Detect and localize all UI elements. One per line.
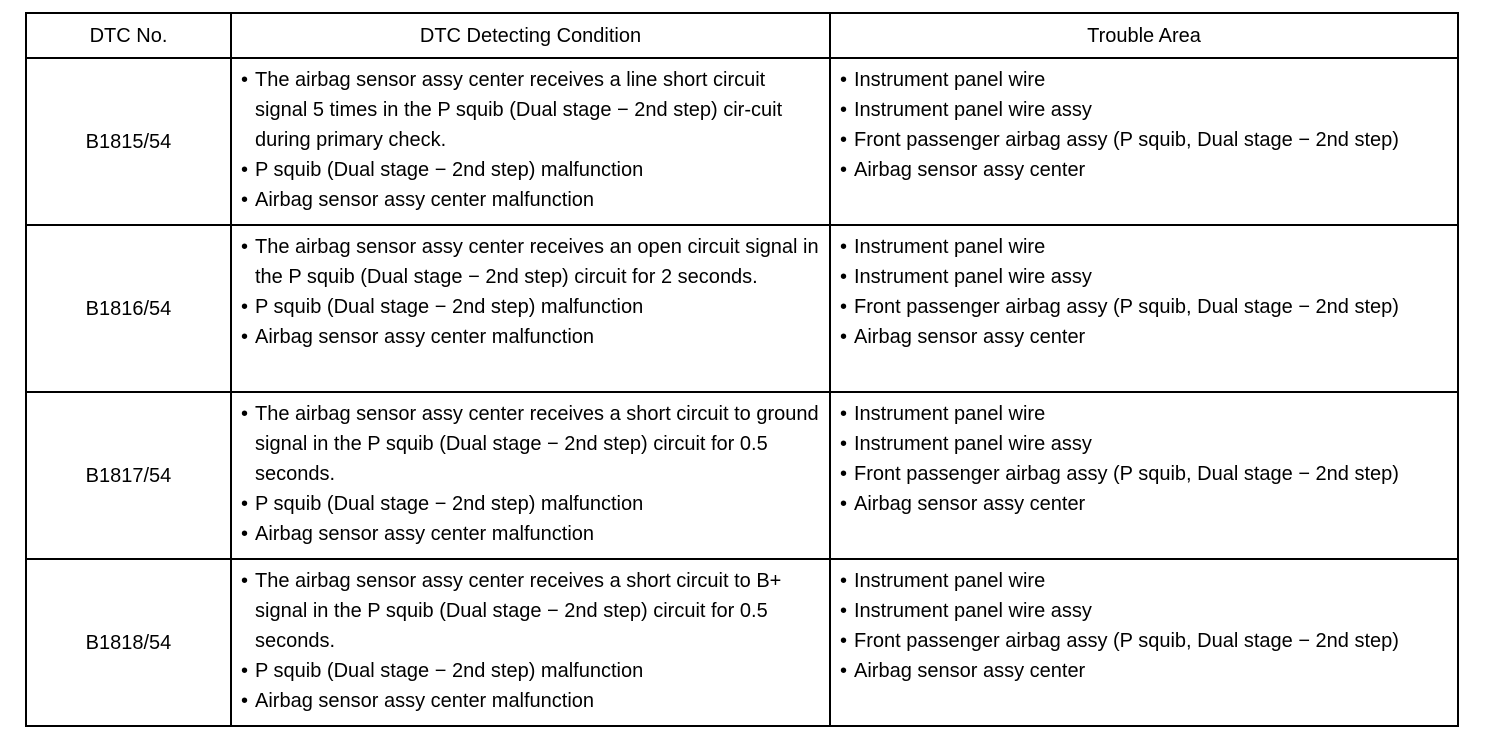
detecting-condition-cell — [231, 559, 830, 726]
condition-list — [241, 566, 823, 716]
condition-list — [241, 232, 823, 352]
dtc-code: B1818/54 — [26, 559, 231, 726]
condition-item: • P squib (Dual stage − 2nd step) malfunction — [241, 489, 823, 519]
area-item: • Airbag sensor assy center — [840, 489, 1451, 519]
area-item: • Front passenger airbag assy (P squib, Dual stage − 2nd step) — [840, 626, 1451, 656]
area-item: • Instrument panel wire — [840, 399, 1451, 429]
area-item: • Front passenger airbag assy (P squib, Dual stage − 2nd step) — [840, 125, 1451, 155]
area-item: • Instrument panel wire — [840, 232, 1451, 262]
header-row — [26, 13, 1458, 58]
area-list — [840, 566, 1451, 686]
table-row — [26, 58, 1458, 225]
table-body — [26, 58, 1458, 726]
table-row — [26, 559, 1458, 726]
condition-list — [241, 65, 823, 215]
area-list — [840, 232, 1451, 352]
condition-item: • P squib (Dual stage − 2nd step) malfunction — [241, 292, 823, 322]
condition-item: • Airbag sensor assy center malfunction — [241, 519, 823, 549]
area-item: • Instrument panel wire assy — [840, 429, 1451, 459]
area-item: • Instrument panel wire — [840, 566, 1451, 596]
condition-item: • The airbag sensor assy center receives an open circuit signal in the P squib (Dual stage − 2nd step) circuit for 2 seconds. — [241, 232, 823, 292]
area-item: • Instrument panel wire — [840, 65, 1451, 95]
header-detecting-condition: DTC Detecting Condition — [231, 13, 830, 58]
condition-item: • Airbag sensor assy center malfunction — [241, 686, 823, 716]
dtc-code: B1815/54 — [26, 58, 231, 225]
area-item: • Front passenger airbag assy (P squib, Dual stage − 2nd step) — [840, 292, 1451, 322]
dtc-code: B1817/54 — [26, 392, 231, 559]
table-row — [26, 225, 1458, 392]
area-item: • Instrument panel wire assy — [840, 95, 1451, 125]
detecting-condition-cell — [231, 58, 830, 225]
area-item: • Front passenger airbag assy (P squib, Dual stage − 2nd step) — [840, 459, 1451, 489]
condition-item: • Airbag sensor assy center malfunction — [241, 185, 823, 215]
table-row — [26, 392, 1458, 559]
area-item: • Airbag sensor assy center — [840, 155, 1451, 185]
condition-item: • Airbag sensor assy center malfunction — [241, 322, 823, 352]
trouble-area-cell — [830, 225, 1458, 392]
header-dtc-no: DTC No. — [26, 13, 231, 58]
condition-item: • P squib (Dual stage − 2nd step) malfunction — [241, 155, 823, 185]
trouble-area-cell — [830, 58, 1458, 225]
header-trouble-area: Trouble Area — [830, 13, 1458, 58]
condition-item: • P squib (Dual stage − 2nd step) malfunction — [241, 656, 823, 686]
dtc-code: B1816/54 — [26, 225, 231, 392]
condition-item: • The airbag sensor assy center receives a short circuit to B+ signal in the P squib (Dual stage − 2nd step) circuit for 0.5 seconds. — [241, 566, 823, 656]
trouble-area-cell — [830, 392, 1458, 559]
detecting-condition-cell — [231, 392, 830, 559]
condition-item: • The airbag sensor assy center receives a short circuit to ground signal in the P squib (Dual stage − 2nd step) circuit for 0.5 seconds. — [241, 399, 823, 489]
area-item: • Instrument panel wire assy — [840, 596, 1451, 626]
area-item: • Airbag sensor assy center — [840, 322, 1451, 352]
trouble-area-cell — [830, 559, 1458, 726]
area-list — [840, 399, 1451, 519]
dtc-table — [25, 12, 1459, 727]
area-item: • Instrument panel wire assy — [840, 262, 1451, 292]
condition-list — [241, 399, 823, 549]
table-header — [26, 13, 1458, 58]
condition-item: • The airbag sensor assy center receives a line short circuit signal 5 times in the P squib (Dual stage − 2nd step) cir-cuit during primary check. — [241, 65, 823, 155]
detecting-condition-cell — [231, 225, 830, 392]
area-list — [840, 65, 1451, 185]
area-item: • Airbag sensor assy center — [840, 656, 1451, 686]
